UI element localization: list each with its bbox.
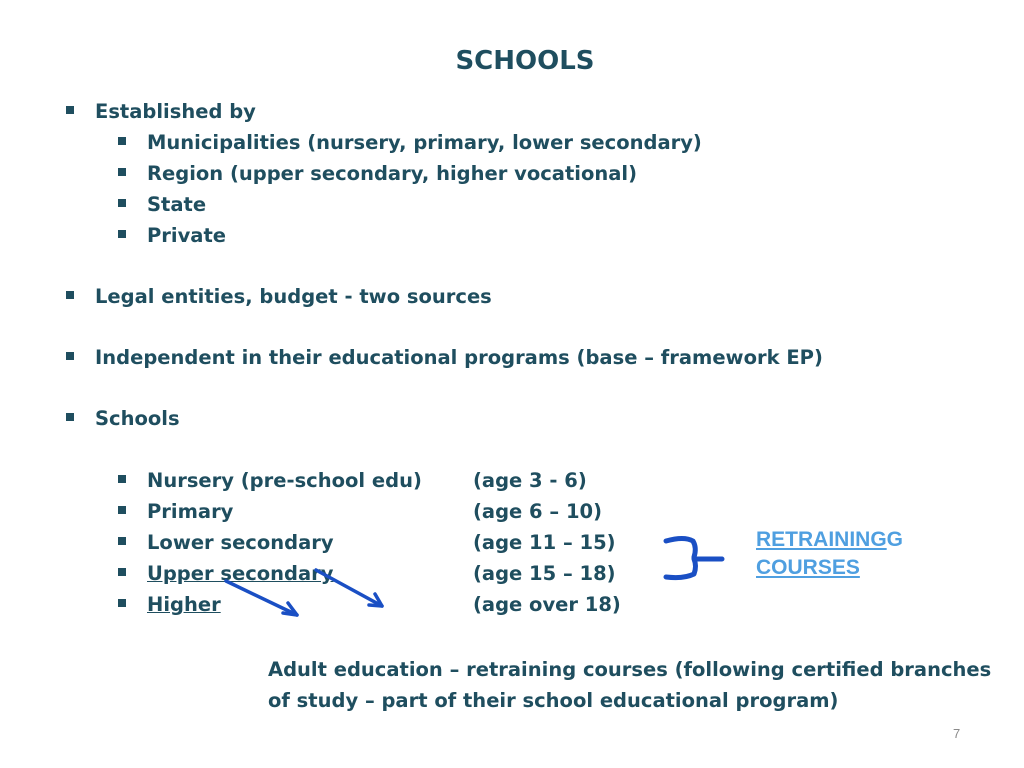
retraining-underlined-text: RETRAINING — [756, 528, 887, 551]
courses-text: COURSES — [756, 556, 860, 579]
page-number: 7 — [953, 726, 961, 741]
age-range-higher: (age over 18) — [473, 593, 621, 616]
retraining-courses-link[interactable] — [756, 526, 903, 582]
slide-title: SCHOOLS — [455, 46, 595, 76]
schools-label: Schools — [95, 407, 180, 430]
adult-education-text: Adult education – retraining courses (following certified branches of study – part of their school educational program) — [268, 658, 992, 712]
school-level-primary: Primary — [147, 500, 234, 523]
school-level-nursery: Nursery (pre-school edu) — [147, 469, 422, 492]
retraining-line-1 — [756, 526, 903, 554]
established-by-label: Established by — [95, 100, 256, 123]
school-level-upper-secondary: Upper secondary — [147, 562, 334, 585]
school-level-lower-secondary: Lower secondary — [147, 531, 334, 554]
age-range-primary: (age 6 – 10) — [473, 500, 602, 523]
legal-entities-text: Legal entities, budget - two sources — [95, 285, 492, 308]
arrow-icon — [316, 570, 382, 606]
list-item: State — [147, 193, 207, 216]
school-level-higher: Higher — [147, 593, 221, 616]
bracket-icon — [666, 539, 722, 578]
retraining-trailing-text: G — [886, 528, 904, 551]
arrow-icon — [226, 581, 297, 615]
age-range-upper-secondary: (age 15 – 18) — [473, 562, 616, 585]
list-item: Region (upper secondary, higher vocational) — [147, 162, 637, 185]
independent-text: Independent in their educational programs (base – framework EP) — [95, 346, 823, 369]
list-item: Private — [147, 224, 227, 247]
list-item: Municipalities (nursery, primary, lower secondary) — [147, 131, 702, 154]
age-range-nursery: (age 3 - 6) — [473, 469, 587, 492]
age-range-lower-secondary: (age 11 – 15) — [473, 531, 616, 554]
